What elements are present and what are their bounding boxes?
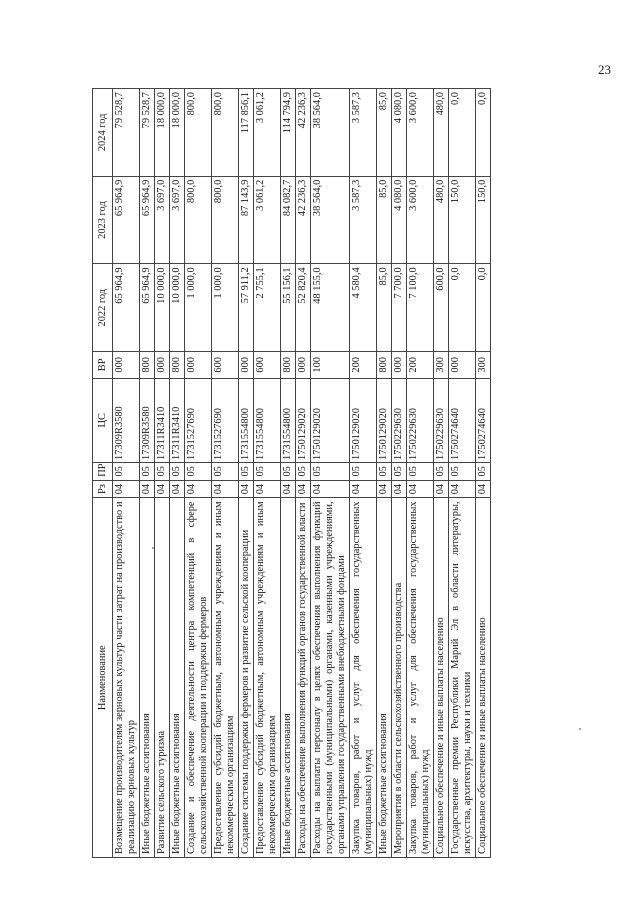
cell-2023: 3 587,3 [350,176,377,264]
cell-pr: 05 [281,462,296,480]
cell-pr: 05 [212,462,239,480]
cell-vr: 000 [113,352,140,379]
cell-pr: 05 [155,462,170,480]
table-row [155,89,170,858]
table-row [311,89,350,858]
cell-pr: 05 [434,462,449,480]
cell-2024: 4 080,0 [392,89,407,177]
cell-pr: 05 [311,462,350,480]
cell-2022: 2 755,1 [254,264,281,352]
cell-name: Расходы на обеспечение выполнения функций органов государственной власти [296,498,311,858]
cell-name: Иные бюджетные ассигнования [170,498,185,858]
table-row [377,89,392,858]
cell-rz: 04 [113,480,140,498]
cell-2022: 65 964,9 [140,264,155,352]
table-row [350,89,377,858]
cell-pr: 05 [449,462,476,480]
cell-cs: 1750274640 [449,378,476,462]
cell-pr: 05 [476,462,491,480]
cell-2022: 1 000,0 [212,264,239,352]
cell-2022: 48 155,0 [311,264,350,352]
cell-2024: 3 061,2 [254,89,281,177]
cell-2024: 800,0 [185,89,212,177]
cell-pr: 05 [239,462,254,480]
cell-2023: 3 697,0 [170,176,185,264]
budget-table [92,88,491,858]
cell-2024: 42 236,3 [296,89,311,177]
cell-rz: 04 [254,480,281,498]
cell-2024: 117 856,1 [239,89,254,177]
cell-name: Иные бюджетные ассигнования [140,498,155,858]
cell-rz: 04 [449,480,476,498]
header-vr: ВР [93,352,113,379]
cell-vr: 600 [212,352,239,379]
cell-2024: 85,0 [377,89,392,177]
cell-name: Возмещение производителям зерновых культур части затрат на производство и реализацию зерновых культур [113,498,140,858]
cell-rz: 04 [296,480,311,498]
cell-2022: 7 100,0 [407,264,434,352]
table-row [254,89,281,858]
cell-name: Социальное обеспечение и иные выплаты населению [476,498,491,858]
cell-2023: 150,0 [476,176,491,264]
cell-cs: 17309R3580 [113,378,140,462]
cell-2022: 52 820,4 [296,264,311,352]
table-row [113,89,140,858]
table-row [170,89,185,858]
cell-2022: 1 000,0 [185,264,212,352]
header-name: Наименование [93,498,113,858]
cell-2023: 480,0 [434,176,449,264]
cell-2023: 65 964,9 [140,176,155,264]
cell-rz: 04 [350,480,377,498]
cell-2022: 0,0 [476,264,491,352]
cell-cs: 1750129020 [311,378,350,462]
cell-2024: 38 564,0 [311,89,350,177]
cell-name: Создание и обеспечение деятельности центра компетенций в сфере сельскохозяйственной кооперации и поддержки фермеров [185,498,212,858]
cell-2022: 10 000,0 [155,264,170,352]
table-row [296,89,311,858]
cell-name: Социальное обеспечение и иные выплаты населению [434,498,449,858]
cell-cs: 1750229630 [407,378,434,462]
cell-2024: 0,0 [476,89,491,177]
cell-cs: 1750129020 [377,378,392,462]
cell-rz: 04 [407,480,434,498]
table-row [392,89,407,858]
cell-2024: 0,0 [449,89,476,177]
table-row [407,89,434,858]
cell-cs: 17309R3580 [140,378,155,462]
cell-vr: 300 [434,352,449,379]
cell-name: Создание системы поддержки фермеров и развитие сельской кооперации [239,498,254,858]
cell-2022: 0,0 [449,264,476,352]
cell-vr: 800 [281,352,296,379]
cell-cs: 1731554800 [239,378,254,462]
cell-cs: 1750229630 [434,378,449,462]
cell-2022: 7 700,0 [392,264,407,352]
table-row [476,89,491,858]
cell-cs: 1750129020 [350,378,377,462]
scan-speck [152,547,154,549]
cell-2023: 65 964,9 [113,176,140,264]
cell-2023: 3 600,0 [407,176,434,264]
cell-2023: 150,0 [449,176,476,264]
cell-cs: 1750229630 [392,378,407,462]
cell-pr: 05 [113,462,140,480]
header-cs: ЦС [93,378,113,462]
cell-2022: 4 580,4 [350,264,377,352]
header-2024: 2024 год [93,89,113,177]
cell-rz: 04 [281,480,296,498]
cell-rz: 04 [476,480,491,498]
cell-pr: 05 [170,462,185,480]
cell-pr: 05 [296,462,311,480]
cell-2024: 800,0 [212,89,239,177]
cell-vr: 800 [140,352,155,379]
cell-pr: 05 [140,462,155,480]
cell-2023: 3 697,0 [155,176,170,264]
cell-2023: 800,0 [185,176,212,264]
cell-pr: 05 [377,462,392,480]
cell-2022: 85,0 [377,264,392,352]
scan-speck [579,728,581,730]
cell-vr: 100 [311,352,350,379]
cell-2023: 38 564,0 [311,176,350,264]
cell-cs: 1731527690 [212,378,239,462]
table-row [281,89,296,858]
cell-2023: 42 236,3 [296,176,311,264]
cell-vr: 800 [170,352,185,379]
cell-vr: 000 [185,352,212,379]
cell-vr: 000 [296,352,311,379]
cell-name: Иные бюджетные ассигнования [377,498,392,858]
cell-vr: 000 [155,352,170,379]
cell-rz: 04 [392,480,407,498]
cell-pr: 05 [392,462,407,480]
cell-name: Закупка товаров, работ и услуг для обеспечения государственных (муниципальных) нужд [407,498,434,858]
cell-rz: 04 [170,480,185,498]
cell-name: Государственные премии Республики Марий Эл в области литературы, искусства, архитектуры, науки и техники [449,498,476,858]
cell-name: Предоставление субсидий бюджетным, автономным учреждениям и иным некоммерческим организациям [212,498,239,858]
cell-2023: 3 061,2 [254,176,281,264]
cell-2022: 57 911,2 [239,264,254,352]
cell-2022: 55 156,1 [281,264,296,352]
cell-rz: 04 [239,480,254,498]
cell-2024: 18 000,0 [155,89,170,177]
cell-2024: 480,0 [434,89,449,177]
cell-rz: 04 [185,480,212,498]
cell-cs: 1731554800 [281,378,296,462]
cell-2022: 65 964,9 [113,264,140,352]
cell-vr: 000 [239,352,254,379]
cell-pr: 05 [407,462,434,480]
cell-cs: 1731554800 [254,378,281,462]
cell-vr: 600 [254,352,281,379]
cell-name: Расходы на выплаты персоналу в целях обеспечения выполнения функций государственными (муниципальными) органами, казенными учреждениями, органами управления государственными внебюджетными фондами [311,498,350,858]
table-header-row [93,89,113,858]
cell-2023: 87 143,9 [239,176,254,264]
table-row [212,89,239,858]
cell-cs: 1731527690 [185,378,212,462]
cell-2024: 79 528,7 [140,89,155,177]
table-row [434,89,449,858]
cell-cs: 1750274640 [476,378,491,462]
cell-name: Мероприятия в области сельскохозяйственного производства [392,498,407,858]
cell-vr: 000 [449,352,476,379]
cell-rz: 04 [311,480,350,498]
cell-2023: 84 082,7 [281,176,296,264]
cell-rz: 04 [377,480,392,498]
cell-cs: 17311R3410 [170,378,185,462]
cell-2024: 3 587,3 [350,89,377,177]
cell-2024: 114 794,9 [281,89,296,177]
cell-vr: 200 [350,352,377,379]
table-row [449,89,476,858]
cell-pr: 05 [254,462,281,480]
header-2023: 2023 год [93,176,113,264]
header-2022: 2022 год [93,264,113,352]
cell-rz: 04 [140,480,155,498]
cell-rz: 04 [212,480,239,498]
page-number: 23 [598,62,611,77]
cell-cs: 1750129020 [296,378,311,462]
cell-vr: 000 [392,352,407,379]
table-row [140,89,155,858]
cell-rz: 04 [155,480,170,498]
cell-rz: 04 [434,480,449,498]
cell-2022: 600,0 [434,264,449,352]
rotated-table-container [92,88,562,858]
cell-name: Иные бюджетные ассигнования [281,498,296,858]
header-pr: ПР [93,462,113,480]
cell-vr: 200 [407,352,434,379]
cell-name: Предоставление субсидий бюджетным, автономным учреждениям и иным некоммерческим организациям [254,498,281,858]
cell-pr: 05 [185,462,212,480]
cell-2022: 10 000,0 [170,264,185,352]
cell-pr: 05 [350,462,377,480]
cell-vr: 800 [377,352,392,379]
cell-name: Развитие сельского туризма [155,498,170,858]
table-row [185,89,212,858]
table-row [239,89,254,858]
cell-2024: 3 600,0 [407,89,434,177]
header-rz: Рз [93,480,113,498]
table-body [113,89,491,858]
cell-name: Закупка товаров, работ и услуг для обеспечения государственных (муниципальных) нужд [350,498,377,858]
cell-2023: 800,0 [212,176,239,264]
cell-2024: 79 528,7 [113,89,140,177]
cell-vr: 300 [476,352,491,379]
cell-2023: 4 080,0 [392,176,407,264]
cell-2024: 18 000,0 [170,89,185,177]
cell-2023: 85,0 [377,176,392,264]
cell-cs: 17311R3410 [155,378,170,462]
